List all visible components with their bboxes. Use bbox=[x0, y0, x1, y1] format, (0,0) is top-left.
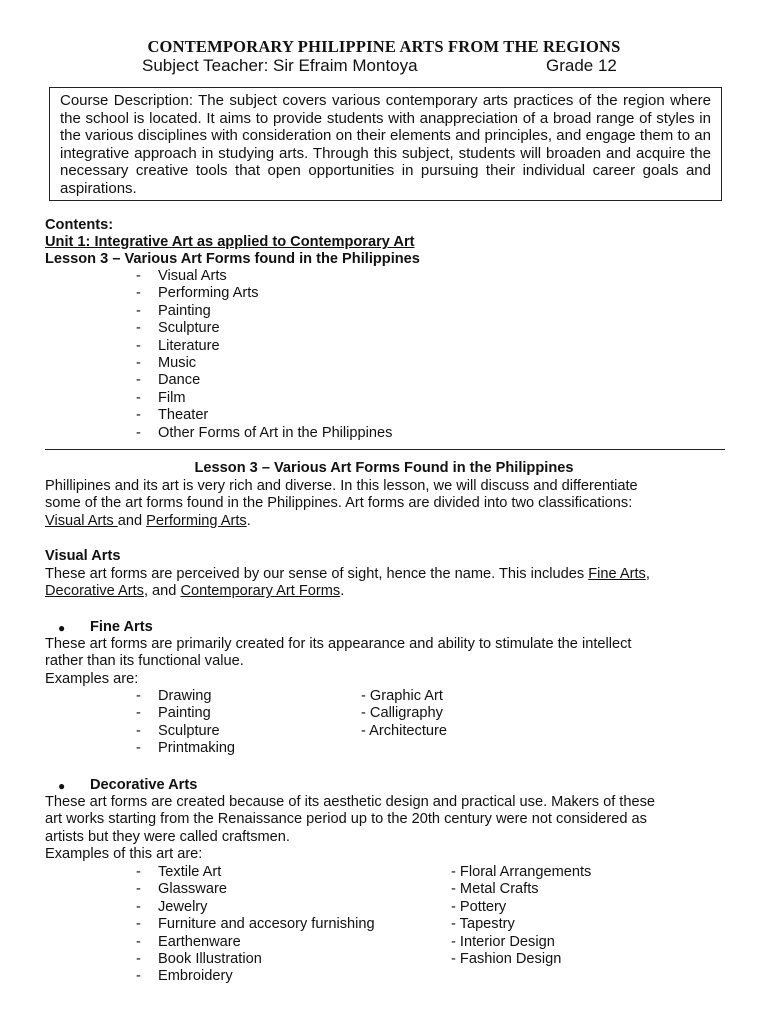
decorative-arts-example-item bbox=[136, 934, 436, 951]
decorative-arts-example-label: Jewelry bbox=[158, 898, 208, 915]
dash-marker: - bbox=[136, 372, 141, 389]
contemporary-art-forms-link[interactable]: Contemporary Art Forms bbox=[180, 583, 341, 600]
fine-arts-examples-label: Examples are: bbox=[45, 670, 139, 687]
decorative-arts-example-right-item: - Pottery bbox=[451, 898, 507, 915]
decorative-arts-examples-left bbox=[136, 864, 436, 986]
decorative-desc-line-3: artists but they were called craftsmen. bbox=[45, 828, 290, 845]
decorative-arts-example-item bbox=[136, 899, 436, 916]
decorative-arts-example-right-item: - Tapestry bbox=[451, 916, 515, 933]
dash-marker: - bbox=[136, 268, 141, 284]
dash-marker: - bbox=[136, 354, 141, 371]
dash-marker: - bbox=[136, 705, 141, 722]
dash-marker: - bbox=[136, 740, 141, 757]
and-text: , and bbox=[143, 583, 181, 600]
contents-list-item bbox=[136, 320, 536, 337]
visual-arts-desc bbox=[45, 566, 722, 601]
intro-line-3 bbox=[45, 513, 722, 530]
intro-and: and bbox=[117, 512, 147, 529]
fine-arts-desc-line-1: These art forms are primarily created for its appearance and ability to stimulate the intellect bbox=[45, 636, 632, 652]
visual-arts-line-2 bbox=[45, 583, 722, 600]
dash-marker: - bbox=[136, 285, 141, 302]
fine-arts-example-item bbox=[136, 688, 336, 705]
contents-list-label: Other Forms of Art in the Philippines bbox=[158, 424, 393, 441]
fine-arts-example-right-item: - Architecture bbox=[361, 722, 447, 739]
fine-arts-link[interactable]: Fine Arts bbox=[588, 566, 646, 582]
dash-marker: - bbox=[136, 337, 141, 354]
dash-marker: - bbox=[136, 881, 141, 898]
section-divider bbox=[45, 449, 725, 450]
decorative-arts-example-right-item: - Fashion Design bbox=[451, 951, 562, 968]
intro-end: . bbox=[246, 512, 251, 529]
decorative-desc-line-2: art works starting from the Renaissance period up to the 20th century were not considered as bbox=[45, 811, 647, 828]
visual-arts-heading: Visual Arts bbox=[45, 548, 121, 564]
contents-list-label: Visual Arts bbox=[158, 268, 227, 284]
grade-level: Grade 12 bbox=[546, 56, 617, 75]
performing-arts-link[interactable]: Performing Arts bbox=[146, 512, 247, 529]
contents-list-label: Literature bbox=[158, 337, 220, 354]
period: . bbox=[340, 583, 345, 600]
contents-list bbox=[136, 268, 536, 442]
fine-arts-bullet-icon: ● bbox=[58, 621, 66, 635]
subject-teacher: Subject Teacher: Sir Efraim Montoya bbox=[142, 56, 418, 75]
decorative-arts-example-label: Book Illustration bbox=[158, 950, 262, 967]
contents-list-label: Film bbox=[158, 389, 186, 406]
fine-arts-desc bbox=[45, 636, 722, 688]
dash-marker: - bbox=[136, 302, 141, 319]
lesson-intro bbox=[45, 478, 722, 530]
decorative-arts-example-item bbox=[136, 881, 436, 898]
contents-list-item bbox=[136, 338, 536, 355]
fine-arts-example-label: Sculpture bbox=[158, 722, 220, 739]
dash-marker: - bbox=[136, 688, 141, 704]
visual-arts-text: These art forms are perceived by our sense of sight, hence the name. This includes bbox=[45, 566, 589, 582]
fine-arts-heading: Fine Arts bbox=[90, 619, 153, 635]
decorative-arts-example-label: Embroidery bbox=[158, 968, 233, 985]
dash-marker: - bbox=[136, 933, 141, 950]
visual-arts-line-1 bbox=[45, 566, 722, 583]
fine-arts-example-item bbox=[136, 740, 336, 757]
contents-list-label: Music bbox=[158, 354, 197, 371]
lesson-heading: Lesson 3 – Various Art Forms Found in the Philippines bbox=[194, 460, 574, 476]
dash-marker: - bbox=[136, 722, 141, 739]
contents-list-item bbox=[136, 390, 536, 407]
contents-list-label: Painting bbox=[158, 302, 211, 319]
decorative-arts-bullet-icon: ● bbox=[58, 779, 66, 793]
fine-arts-example-label: Painting bbox=[158, 705, 211, 722]
course-description-box: Course Description: The subject covers various contemporary arts practices of the region where the school is located. It aims to provide students with anappreciation of a broad range of styles in the various disciplines with consideration on their elements and principles, and engage them to an integrative approach in studying arts. Through this subject, students will broaden and acquire the necessary creative tools that open opportunities in pursuing their individual career goals and aspirations. bbox=[49, 87, 722, 201]
fine-arts-examples-left bbox=[136, 688, 336, 758]
contents-list-item bbox=[136, 268, 536, 285]
decorative-arts-example-right-item: - Metal Crafts bbox=[451, 881, 539, 898]
dash-marker: - bbox=[136, 389, 141, 406]
comma: , bbox=[645, 566, 650, 582]
decorative-arts-examples-right bbox=[451, 864, 591, 968]
lesson-title: Lesson 3 – Various Art Forms found in the Philippines bbox=[45, 251, 420, 267]
decorative-desc-line-1: These art forms are created because of its aesthetic design and practical use. Makers of these bbox=[45, 794, 656, 810]
decorative-arts-example-label: Textile Art bbox=[158, 864, 222, 880]
decorative-arts-example-right-item: - Interior Design bbox=[451, 933, 555, 950]
decorative-arts-link[interactable]: Decorative Arts bbox=[45, 583, 144, 600]
unit-title: Unit 1: Integrative Art as applied to Contemporary Art bbox=[45, 234, 415, 250]
fine-arts-desc-line-2: rather than its functional value. bbox=[45, 653, 244, 670]
visual-arts-link[interactable]: Visual Arts bbox=[45, 512, 118, 529]
dash-marker: - bbox=[136, 898, 141, 915]
dash-marker: - bbox=[136, 407, 141, 424]
contents-list-label: Theater bbox=[158, 407, 209, 424]
contents-list-label: Sculpture bbox=[158, 320, 220, 337]
dash-marker: - bbox=[136, 968, 141, 985]
fine-arts-example-right-item: - Graphic Art bbox=[361, 688, 443, 704]
document-title: CONTEMPORARY PHILIPPINE ARTS FROM THE REGIONS bbox=[147, 37, 621, 56]
fine-arts-example-item bbox=[136, 723, 336, 740]
decorative-arts-example-label: Earthenware bbox=[158, 933, 241, 950]
decorative-arts-example-label: Glassware bbox=[158, 881, 227, 898]
decorative-arts-heading: Decorative Arts bbox=[90, 777, 198, 793]
fine-arts-examples-right bbox=[361, 688, 447, 740]
decorative-examples-label: Examples of this art are: bbox=[45, 846, 203, 863]
contents-list-item bbox=[136, 372, 536, 389]
fine-arts-example-label: Printmaking bbox=[158, 740, 236, 757]
contents-list-label: Performing Arts bbox=[158, 285, 259, 302]
decorative-arts-example-item bbox=[136, 951, 436, 968]
contents-list-label: Dance bbox=[158, 372, 201, 389]
fine-arts-example-right-item: - Calligraphy bbox=[361, 705, 443, 722]
dash-marker: - bbox=[136, 916, 141, 933]
dash-marker: - bbox=[136, 864, 141, 880]
contents-list-item bbox=[136, 355, 536, 372]
fine-arts-example-item bbox=[136, 705, 336, 722]
intro-line-2: some of the art forms found in the Philippines. Art forms are divided into two classifications: bbox=[45, 495, 633, 512]
dash-marker: - bbox=[136, 320, 141, 337]
decorative-arts-desc bbox=[45, 794, 722, 864]
contents-list-item bbox=[136, 425, 536, 442]
decorative-arts-example-right-item: - Floral Arrangements bbox=[451, 864, 592, 880]
intro-line-1: Phillipines and its art is very rich and diverse. In this lesson, we will discuss and differentiate bbox=[45, 478, 638, 494]
contents-label: Contents: bbox=[45, 217, 114, 233]
contents-list-item bbox=[136, 407, 536, 424]
decorative-arts-example-item bbox=[136, 916, 436, 933]
decorative-arts-example-item bbox=[136, 968, 436, 985]
decorative-arts-example-label: Furniture and accesory furnishing bbox=[158, 916, 375, 933]
fine-arts-example-label: Drawing bbox=[158, 688, 212, 704]
contents-list-item bbox=[136, 285, 536, 302]
contents-list-item bbox=[136, 303, 536, 320]
dash-marker: - bbox=[136, 950, 141, 967]
dash-marker: - bbox=[136, 424, 141, 441]
decorative-arts-example-item bbox=[136, 864, 436, 881]
